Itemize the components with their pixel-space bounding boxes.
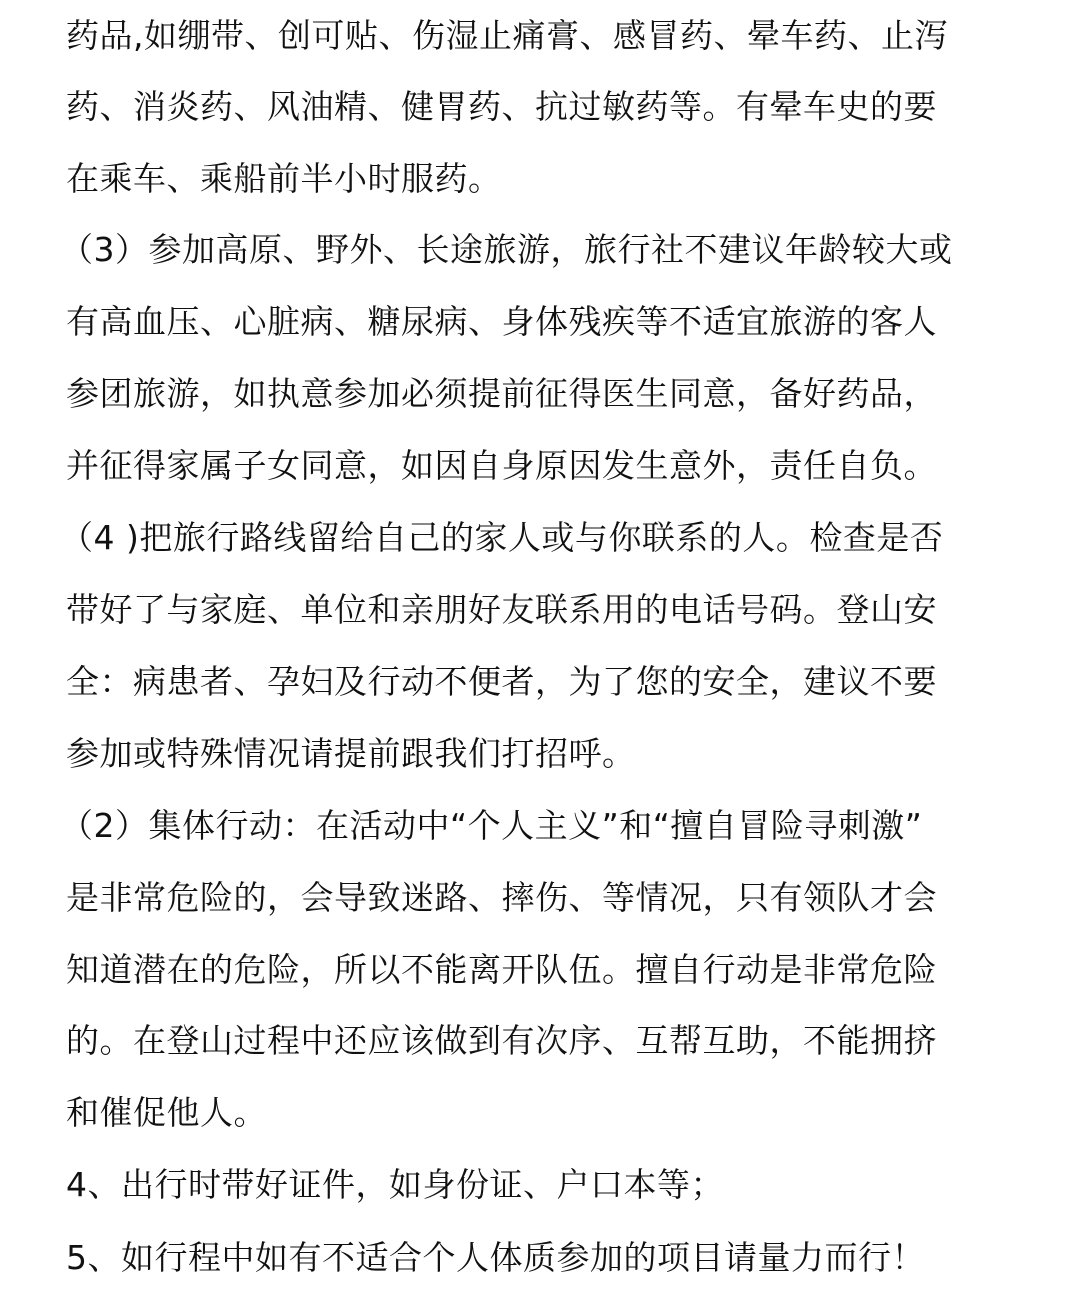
- text-line: 药品,如绷带、创可贴、伤湿止痛膏、感冒药、晕车药、止泻: [66, 16, 948, 55]
- text-line: 并征得家属子女同意，如因自身原因发生意外，责任自负。: [66, 446, 937, 485]
- text-line: 的。在登山过程中还应该做到有次序、互帮互助，不能拥挤: [66, 1021, 937, 1060]
- text-line: 和催促他人。: [66, 1093, 267, 1132]
- text-line: 在乘车、乘船前半小时服药。: [66, 159, 502, 198]
- text-line: 4、出行时带好证件，如身份证、户口本等；: [66, 1165, 724, 1204]
- text-line: 药、消炎药、风油精、健胃药、抗过敏药等。有晕车史的要: [66, 87, 937, 126]
- text-line: 参团旅游，如执意参加必须提前征得医生同意，备好药品，: [66, 374, 937, 413]
- text-line: （3）参加高原、野外、长途旅游，旅行社不建议年龄较大或: [60, 230, 953, 269]
- text-line: 有高血压、心脏病、糖尿病、身体残疾等不适宜旅游的客人: [66, 302, 937, 341]
- text-line: 带好了与家庭、单位和亲朋好友联系用的电话号码。登山安: [66, 590, 937, 629]
- text-line: 5、如行程中如有不适合个人体质参加的项目请量力而行！: [66, 1238, 925, 1277]
- text-line: （2）集体行动：在活动中“个人主义”和“擅自冒险寻刺激”: [60, 806, 923, 845]
- text-line: 全：病患者、孕妇及行动不便者，为了您的安全，建议不要: [66, 662, 937, 701]
- text-line: 知道潜在的危险，所以不能离开队伍。擅自行动是非常危险: [66, 950, 937, 989]
- text-line: 是非常危险的，会导致迷路、摔伤、等情况，只有领队才会: [66, 878, 937, 917]
- text-line: 参加或特殊情况请提前跟我们打招呼。: [66, 734, 636, 773]
- text-line: （4 )把旅行路线留给自己的家人或与你联系的人。检查是否: [60, 518, 944, 557]
